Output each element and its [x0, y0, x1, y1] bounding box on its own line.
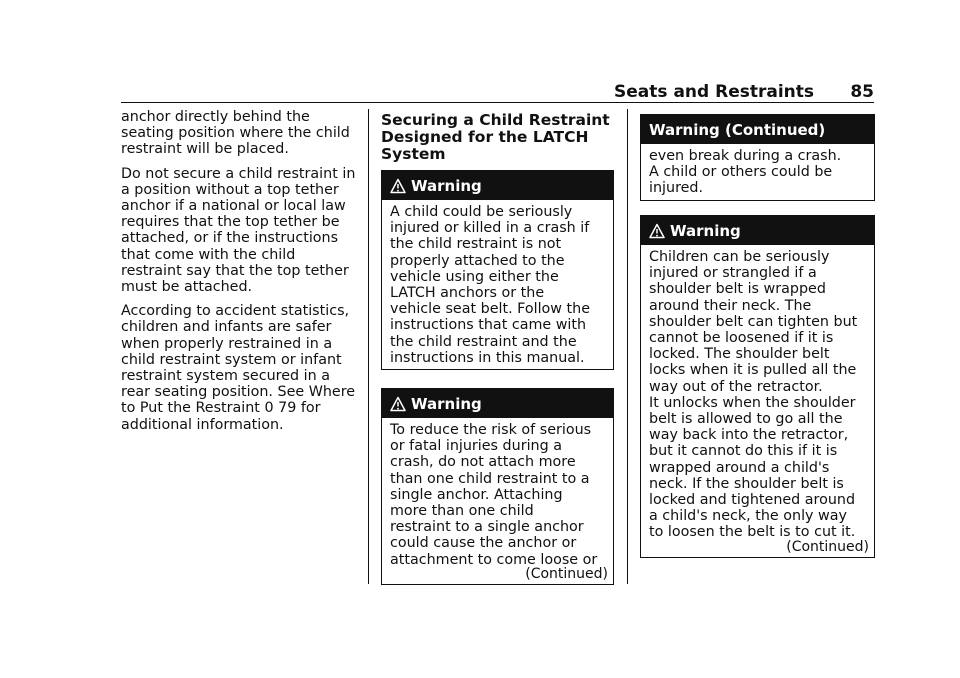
- warning-box-shoulder-belt: [640, 215, 875, 558]
- warning-triangle-icon: [390, 178, 406, 194]
- warning-triangle-icon: [649, 223, 665, 239]
- warning-title: Warning: [411, 395, 482, 413]
- warning-body: To reduce the risk of serious or fatal injuries during a crash, do not attach more than one child restraint to a single anchor. Attaching more than one child restraint to a single anchor could cause the anchor or attachment to come loose or (Continued): [390, 422, 608, 582]
- warning-body: even break during a crash. A child or others could be injured.: [649, 148, 842, 197]
- warning-header: Warning (Continued): [641, 115, 874, 144]
- warning-header: [641, 216, 874, 245]
- page-reference-icon: 0: [264, 400, 274, 417]
- warning-box-continued: [640, 114, 875, 201]
- column-divider: [368, 109, 369, 584]
- column-left: [121, 109, 356, 441]
- warning-body: Children can be seriously injured or strangled if a shoulder belt is wrapped around their neck. The shoulder belt can tighten but cannot be loosened if it is locked. The shoulder belt locks when it is pulled all the way out of the retractor. It unlocks when the shoulder belt is allowed to go all the way back into the retractor, but it cannot do this if it is wrapped around a child's neck. If the shoulder belt is locked and tightened around a child's neck, the only way to loosen the belt is to cut it. (Continued): [649, 249, 869, 555]
- continued-label: (Continued): [786, 538, 869, 555]
- continued-label: (Continued): [525, 565, 608, 582]
- warning-title: Warning: [411, 177, 482, 195]
- warning-header: [382, 389, 613, 418]
- warning-triangle-icon: [390, 396, 406, 412]
- warning-title: Warning: [670, 222, 741, 240]
- column-middle: [381, 109, 614, 582]
- paragraph-anchor: anchor directly behind the seating position where the child restraint will be placed.: [121, 109, 350, 158]
- page-number: 85: [850, 82, 874, 102]
- paragraph-top-tether: Do not secure a child restraint in a position without a top tether anchor if a national or local law requires that the top tether be attached, or if the instructions that come with the child restraint say that the top tether must be attached.: [121, 165, 356, 296]
- warning-header: [382, 171, 613, 200]
- column-divider: [627, 109, 628, 584]
- page-header: [121, 82, 874, 103]
- warning-box-latch: [381, 170, 614, 370]
- section-title: Seats and Restraints: [614, 82, 814, 102]
- paragraph-accident-statistics: According to accident statistics, children and infants are safer when properly restrained in a child restraint system or infant restraint system secured in a rear seating position. See Where to Put the Restraint 0 79 for additional information.: [121, 303, 356, 433]
- section-heading: Securing a Child Restraint Designed for the LATCH System: [381, 111, 610, 163]
- warning-body: A child could be seriously injured or killed in a crash if the child restraint is not properly attached to the vehicle using either the LATCH anchors or the vehicle seat belt. Follow the instructions that came with the child restraint and the instructions in this manual.: [390, 204, 591, 366]
- warning-box-single-anchor: [381, 388, 614, 585]
